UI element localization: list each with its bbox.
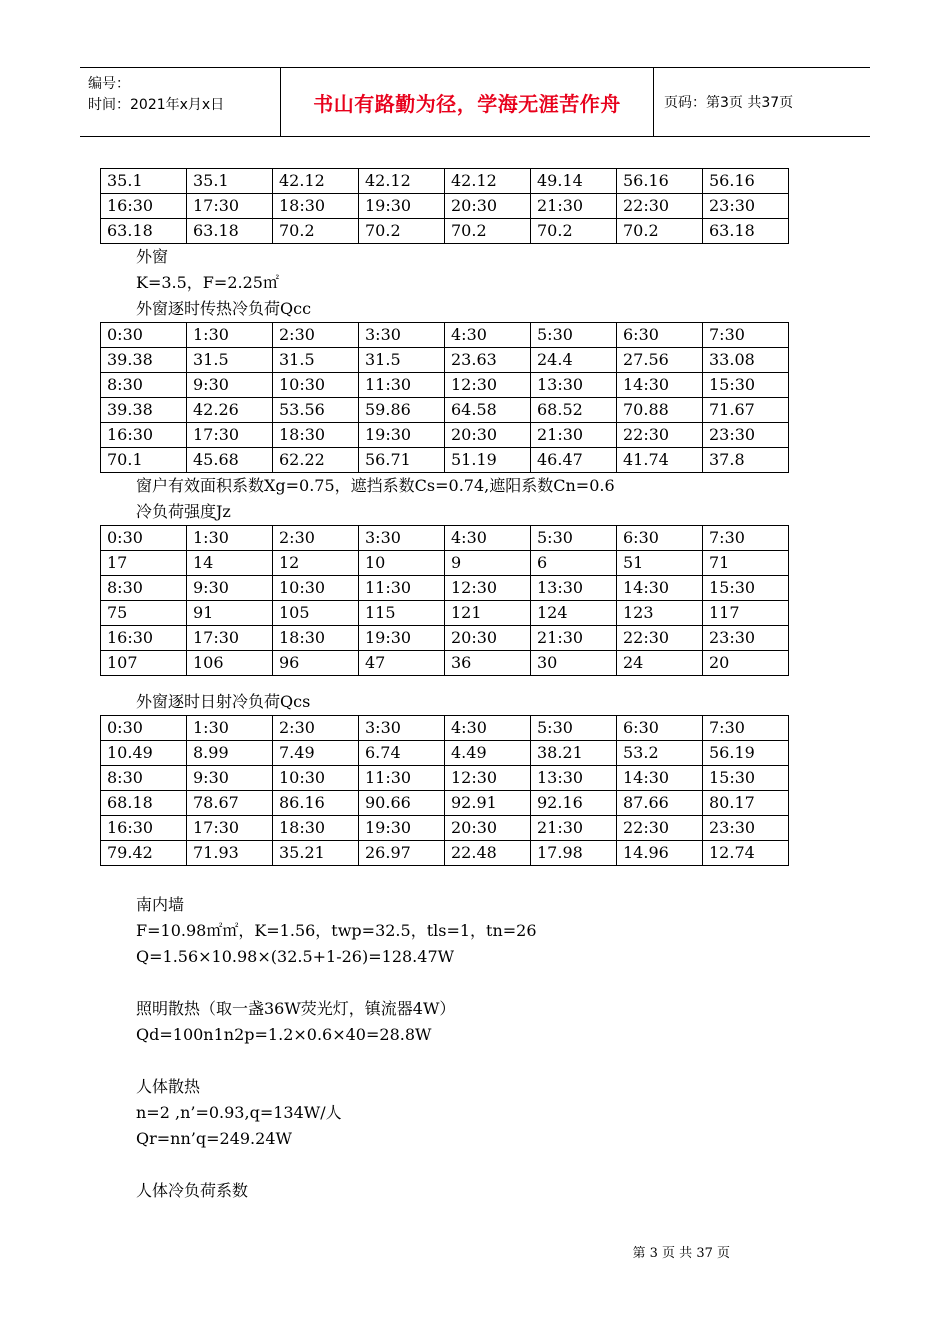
table-row (101, 601, 789, 626)
table-cell: 31.5 (359, 348, 445, 373)
table-cell: 12 (273, 551, 359, 576)
table-cell: 10:30 (273, 766, 359, 791)
table-cell: 47 (359, 651, 445, 676)
table-cell: 23:30 (703, 626, 789, 651)
table-cell: 17:30 (187, 423, 273, 448)
table-cell: 4:30 (445, 526, 531, 551)
south-wall-params: F=10.98㎡㎡，K=1.56，twp=32.5，tls=1，tn=26 (136, 921, 537, 940)
table-cell: 35.21 (273, 841, 359, 866)
header-page-label: 页码：第3页 共37页 (664, 95, 794, 111)
table-cell: 36 (445, 651, 531, 676)
table-cell: 12:30 (445, 766, 531, 791)
table-row (101, 348, 789, 373)
table-cell: 22:30 (617, 626, 703, 651)
table-row (101, 766, 789, 791)
table-cell: 71 (703, 551, 789, 576)
table-cell: 14 (187, 551, 273, 576)
table-cell: 4:30 (445, 716, 531, 741)
table-cell: 123 (617, 601, 703, 626)
table-cell: 42.12 (445, 169, 531, 194)
code-label: 编号： (88, 76, 130, 92)
table-cell: 27.56 (617, 348, 703, 373)
table-cell: 4:30 (445, 323, 531, 348)
table-cell: 12.74 (703, 841, 789, 866)
table-row (101, 323, 789, 348)
table-row (101, 716, 789, 741)
table-cell: 12:30 (445, 373, 531, 398)
data-table (100, 715, 789, 866)
table-cell: 51.19 (445, 448, 531, 473)
table-cell: 9:30 (187, 766, 273, 791)
table-cell: 1:30 (187, 526, 273, 551)
table-row (101, 576, 789, 601)
table-cell: 124 (531, 601, 617, 626)
data-table (100, 322, 789, 473)
table-cell: 62.22 (273, 448, 359, 473)
table-cell: 6:30 (617, 716, 703, 741)
table-cell: 78.67 (187, 791, 273, 816)
table-cell: 46.47 (531, 448, 617, 473)
table-row (101, 626, 789, 651)
table-cell: 107 (101, 651, 187, 676)
table-cell: 70.2 (617, 219, 703, 244)
table-cell: 39.38 (101, 348, 187, 373)
table-cell: 11:30 (359, 373, 445, 398)
table-row (101, 219, 789, 244)
document-body (100, 168, 800, 1204)
table-row (101, 423, 789, 448)
table-row (101, 551, 789, 576)
section-title-qcs: 外窗逐时日射冷负荷Qcs (136, 692, 311, 711)
table-cell: 71.67 (703, 398, 789, 423)
table-cell: 20:30 (445, 626, 531, 651)
table-row (101, 526, 789, 551)
table-cell: 5:30 (531, 716, 617, 741)
table-cell: 6 (531, 551, 617, 576)
table-cell: 18:30 (273, 626, 359, 651)
table-cell: 19:30 (359, 423, 445, 448)
table-cell: 79.42 (101, 841, 187, 866)
table-cell: 39.38 (101, 398, 187, 423)
table-cell: 63.18 (703, 219, 789, 244)
table-row (101, 841, 789, 866)
table-cell: 2:30 (273, 323, 359, 348)
table-cell: 3:30 (359, 323, 445, 348)
table-cell: 35.1 (187, 169, 273, 194)
table-cell: 71.93 (187, 841, 273, 866)
table-cell: 23:30 (703, 423, 789, 448)
table-cell: 0:30 (101, 323, 187, 348)
table-cell: 16:30 (101, 626, 187, 651)
data-table (100, 168, 789, 244)
table-cell: 20 (703, 651, 789, 676)
table-cell: 42.12 (359, 169, 445, 194)
table-cell: 56.16 (703, 169, 789, 194)
table-cell: 24 (617, 651, 703, 676)
table-cell: 9:30 (187, 373, 273, 398)
table-cell: 10:30 (273, 373, 359, 398)
data-table (100, 525, 789, 676)
table-cell: 18:30 (273, 423, 359, 448)
table-cell: 31.5 (273, 348, 359, 373)
table-cell: 22:30 (617, 816, 703, 841)
table-cell: 115 (359, 601, 445, 626)
table-cell: 86.16 (273, 791, 359, 816)
table-cell: 70.2 (359, 219, 445, 244)
table-cell: 75 (101, 601, 187, 626)
table-cell: 20:30 (445, 816, 531, 841)
section-title-body-coef: 人体冷负荷系数 (136, 1181, 249, 1200)
table-cell: 15:30 (703, 576, 789, 601)
table-cell: 21:30 (531, 626, 617, 651)
table-row (101, 816, 789, 841)
table-cell: 70.1 (101, 448, 187, 473)
table-cell: 9:30 (187, 576, 273, 601)
section-title-jz: 冷负荷强度Jz (136, 502, 231, 521)
time-label: 时间：2021年x月x日 (88, 97, 225, 113)
section-title-south-wall: 南内墙 (136, 895, 185, 914)
table-cell: 70.88 (617, 398, 703, 423)
table-cell: 92.16 (531, 791, 617, 816)
table-cell: 24.4 (531, 348, 617, 373)
table-cell: 63.18 (101, 219, 187, 244)
header-meta (80, 68, 281, 136)
table-cell: 56.19 (703, 741, 789, 766)
lighting-formula: Qd=100n1n2p=1.2×0.6×40=28.8W (136, 1025, 432, 1044)
table-row (101, 169, 789, 194)
table-cell: 22:30 (617, 194, 703, 219)
table-cell: 17:30 (187, 816, 273, 841)
table-cell: 106 (187, 651, 273, 676)
table-cell: 22:30 (617, 423, 703, 448)
table-cell: 2:30 (273, 716, 359, 741)
table-cell: 70.2 (445, 219, 531, 244)
table-cell: 53.2 (617, 741, 703, 766)
page-footer: 第 3 页 共 37 页 (632, 1246, 730, 1261)
body-heat-params: n=2 ,n’=0.93,q=134W/人 (136, 1103, 342, 1122)
table-cell: 16:30 (101, 816, 187, 841)
table-cell: 19:30 (359, 626, 445, 651)
table-row (101, 651, 789, 676)
table-cell: 105 (273, 601, 359, 626)
table-cell: 8.99 (187, 741, 273, 766)
table-cell: 0:30 (101, 716, 187, 741)
table-cell: 23:30 (703, 194, 789, 219)
table-cell: 49.14 (531, 169, 617, 194)
table-cell: 7:30 (703, 526, 789, 551)
table-cell: 8:30 (101, 766, 187, 791)
table-cell: 51 (617, 551, 703, 576)
header-motto: 书山有路勤为径，学海无涯苦作舟 (281, 68, 654, 136)
table-cell: 31.5 (187, 348, 273, 373)
table-cell: 23.63 (445, 348, 531, 373)
table-cell: 35.1 (101, 169, 187, 194)
table-cell: 13:30 (531, 373, 617, 398)
body-heat-formula: Qr=nn’q=249.24W (136, 1129, 292, 1148)
table-row (101, 791, 789, 816)
table-cell: 19:30 (359, 194, 445, 219)
section-title-body-heat: 人体散热 (136, 1077, 201, 1096)
section-title-window: 外窗 (136, 247, 169, 266)
table-cell: 22.48 (445, 841, 531, 866)
table-cell: 92.91 (445, 791, 531, 816)
table-cell: 7:30 (703, 323, 789, 348)
table-cell: 6.74 (359, 741, 445, 766)
table-cell: 63.18 (187, 219, 273, 244)
table-cell: 7.49 (273, 741, 359, 766)
table-cell: 42.12 (273, 169, 359, 194)
table-cell: 96 (273, 651, 359, 676)
table-cell: 18:30 (273, 816, 359, 841)
table-cell: 11:30 (359, 766, 445, 791)
table-cell: 17:30 (187, 194, 273, 219)
table-cell: 70.2 (273, 219, 359, 244)
table-cell: 17:30 (187, 626, 273, 651)
table-cell: 21:30 (531, 423, 617, 448)
table-cell: 87.66 (617, 791, 703, 816)
table-cell: 16:30 (101, 194, 187, 219)
table-cell: 1:30 (187, 716, 273, 741)
table-cell: 17.98 (531, 841, 617, 866)
window-coefficients: 窗户有效面积系数Xg=0.75，遮挡系数Cs=0.74,遮阳系数Cn=0.6 (136, 476, 615, 495)
table-cell: 13:30 (531, 766, 617, 791)
table-cell: 16:30 (101, 423, 187, 448)
table-cell: 8:30 (101, 373, 187, 398)
table-cell: 14.96 (617, 841, 703, 866)
table-cell: 14:30 (617, 576, 703, 601)
table-cell: 70.2 (531, 219, 617, 244)
table-cell: 5:30 (531, 526, 617, 551)
table-cell: 6:30 (617, 323, 703, 348)
table-cell: 15:30 (703, 373, 789, 398)
table-cell: 56.71 (359, 448, 445, 473)
table-cell: 14:30 (617, 373, 703, 398)
table-cell: 53.56 (273, 398, 359, 423)
table-cell: 90.66 (359, 791, 445, 816)
south-wall-formula: Q=1.56×10.98×(32.5+1-26)=128.47W (136, 947, 455, 966)
table-row (101, 373, 789, 398)
table-row (101, 448, 789, 473)
table-cell: 10:30 (273, 576, 359, 601)
table-cell: 64.58 (445, 398, 531, 423)
table-cell: 19:30 (359, 816, 445, 841)
table-cell: 10 (359, 551, 445, 576)
table-cell: 30 (531, 651, 617, 676)
table-cell: 6:30 (617, 526, 703, 551)
table-cell: 5:30 (531, 323, 617, 348)
table-row (101, 741, 789, 766)
table-cell: 20:30 (445, 194, 531, 219)
table-cell: 68.52 (531, 398, 617, 423)
table-cell: 10.49 (101, 741, 187, 766)
table-cell: 3:30 (359, 526, 445, 551)
table-cell: 21:30 (531, 194, 617, 219)
table-cell: 45.68 (187, 448, 273, 473)
page-header (80, 67, 870, 137)
table-row (101, 194, 789, 219)
table-cell: 38.21 (531, 741, 617, 766)
table-cell: 121 (445, 601, 531, 626)
table-cell: 21:30 (531, 816, 617, 841)
table-cell: 91 (187, 601, 273, 626)
table-cell: 33.08 (703, 348, 789, 373)
table-cell: 23:30 (703, 816, 789, 841)
window-params: K=3.5，F=2.25㎡ (136, 273, 279, 292)
table-cell: 59.86 (359, 398, 445, 423)
table-cell: 11:30 (359, 576, 445, 601)
table-cell: 0:30 (101, 526, 187, 551)
table-cell: 18:30 (273, 194, 359, 219)
table-cell: 56.16 (617, 169, 703, 194)
table-cell: 9 (445, 551, 531, 576)
table-cell: 7:30 (703, 716, 789, 741)
table-cell: 8:30 (101, 576, 187, 601)
section-title-qcc: 外窗逐时传热冷负荷Qcc (136, 299, 312, 318)
table-cell: 37.8 (703, 448, 789, 473)
table-row (101, 398, 789, 423)
table-cell: 20:30 (445, 423, 531, 448)
table-cell: 3:30 (359, 716, 445, 741)
table-cell: 80.17 (703, 791, 789, 816)
table-cell: 117 (703, 601, 789, 626)
table-cell: 41.74 (617, 448, 703, 473)
table-cell: 2:30 (273, 526, 359, 551)
table-cell: 4.49 (445, 741, 531, 766)
table-cell: 13:30 (531, 576, 617, 601)
table-cell: 12:30 (445, 576, 531, 601)
table-cell: 15:30 (703, 766, 789, 791)
table-cell: 42.26 (187, 398, 273, 423)
table-cell: 14:30 (617, 766, 703, 791)
table-cell: 1:30 (187, 323, 273, 348)
table-cell: 68.18 (101, 791, 187, 816)
table-cell: 17 (101, 551, 187, 576)
section-title-lighting: 照明散热（取一盏36W荧光灯，镇流器4W） (136, 999, 456, 1018)
table-cell: 26.97 (359, 841, 445, 866)
